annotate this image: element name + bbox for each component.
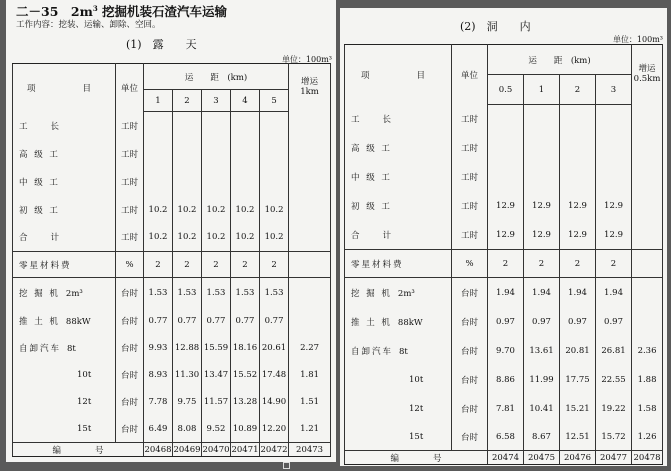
quota-table-tunnel — [344, 44, 663, 465]
row-unit: % — [116, 252, 144, 278]
cell-extra — [289, 112, 331, 140]
cell-extra — [289, 196, 331, 224]
code-number: 20472 — [260, 444, 288, 455]
cell-value: 10.2 — [173, 196, 202, 224]
cell-extra: 1.58 — [632, 395, 663, 424]
cell-value — [596, 105, 632, 134]
row-item-name: 中 级 工 — [351, 172, 392, 183]
cell-value: 1.53 — [260, 278, 289, 308]
cell-value: 0.97 — [524, 308, 560, 337]
row-unit: 台时 — [452, 424, 488, 451]
cell-value: 17.48 — [260, 362, 289, 389]
table-row — [345, 250, 663, 278]
cell-value: 2 — [231, 252, 260, 278]
cell-extra: 2.36 — [632, 337, 663, 366]
unit-label: 单位：100m³ — [281, 55, 332, 64]
table-row — [13, 252, 331, 278]
distance-head: 3 — [202, 90, 231, 112]
cell-value — [173, 112, 202, 140]
subtitle-tunnel: (2) 洞 内 — [460, 20, 531, 33]
header-row — [345, 45, 663, 75]
cell-extra — [632, 221, 663, 250]
cell-value: 11.57 — [202, 389, 231, 416]
cell-value: 10.2 — [231, 196, 260, 224]
col-header-unit: 单位 — [452, 45, 488, 105]
cell-value — [596, 163, 632, 191]
cell-extra: 1.81 — [289, 362, 331, 389]
row-item-name: 自卸汽车 — [19, 344, 62, 354]
table-row — [345, 424, 663, 451]
row-item-name: 高 级 工 — [351, 144, 392, 154]
cell-value: 12.9 — [560, 191, 596, 221]
row-item — [345, 278, 452, 308]
row-unit: 工时 — [452, 163, 488, 191]
col-header-unit: 单位 — [116, 64, 144, 112]
cell-value — [260, 168, 289, 196]
cell-value — [560, 105, 596, 134]
row-item-spec: 88kW — [65, 317, 91, 327]
cell-value: 0.77 — [202, 308, 231, 335]
row-item — [13, 196, 116, 224]
cell-value: 12.9 — [560, 221, 596, 250]
cell-value: 6.58 — [488, 424, 524, 451]
row-item — [13, 252, 116, 278]
cell-value — [488, 163, 524, 191]
row-item — [345, 337, 452, 366]
code-number: 20478 — [633, 452, 661, 463]
cell-value: 8.93 — [144, 362, 173, 389]
cell-value — [524, 134, 560, 163]
cell-value: 2 — [260, 252, 289, 278]
row-item-name: 初 级 工 — [19, 205, 60, 216]
col-header-extra: 增运 0.5km — [632, 45, 663, 105]
page-marker — [283, 462, 290, 469]
row-item-spec: 12t — [77, 397, 92, 407]
cell-value: 0.77 — [260, 308, 289, 335]
cell-value: 10.41 — [524, 395, 560, 424]
subtitle-open-air: (1) 露 天 — [126, 38, 197, 51]
cell-value: 26.81 — [596, 337, 632, 366]
table-row — [345, 395, 663, 424]
row-unit: 台时 — [452, 278, 488, 308]
cell-extra: 2.27 — [289, 335, 331, 362]
page-title: 二－35 $2m^3$ 挖掘机装石渣汽车运输 — [16, 3, 228, 19]
cell-value: 13.61 — [524, 337, 560, 366]
table-row — [345, 191, 663, 221]
cell-value: 10.2 — [260, 196, 289, 224]
table-row — [345, 337, 663, 366]
cell-value: 10.2 — [144, 224, 173, 252]
cell-value: 10.89 — [231, 416, 260, 443]
cell-value — [144, 168, 173, 196]
row-unit: 工时 — [452, 191, 488, 221]
cell-value: 2 — [173, 252, 202, 278]
row-item — [13, 224, 116, 252]
cell-value: 1.53 — [202, 278, 231, 308]
cell-value: 11.99 — [524, 366, 560, 395]
row-unit: 台时 — [452, 395, 488, 424]
row-item-name: 零星材料费 — [351, 259, 404, 270]
code-number: 20469 — [173, 444, 201, 455]
row-unit: % — [452, 250, 488, 278]
unit-label: 单位：100m³ — [612, 35, 663, 44]
row-unit: 工时 — [116, 168, 144, 196]
cell-extra — [289, 308, 331, 335]
table-row — [13, 335, 331, 362]
distance-head: 1 — [144, 90, 173, 112]
cell-value: 10.2 — [144, 196, 173, 224]
work-content: 工作内容：挖装、运输、卸除、空回。 — [16, 20, 161, 30]
row-item — [345, 366, 452, 395]
cell-value: 15.52 — [231, 362, 260, 389]
row-item — [345, 250, 452, 278]
cell-value: 12.9 — [596, 221, 632, 250]
cell-value: 0.97 — [560, 308, 596, 337]
table-row — [13, 196, 331, 224]
cell-value: 0.77 — [231, 308, 260, 335]
cell-value: 0.97 — [488, 308, 524, 337]
cell-value: 17.75 — [560, 366, 596, 395]
row-item — [13, 335, 116, 362]
row-item-spec: 15t — [409, 431, 424, 442]
cell-value: 12.20 — [260, 416, 289, 443]
table-row — [13, 112, 331, 140]
header-row — [13, 64, 331, 90]
code-row — [13, 443, 331, 457]
row-item — [345, 424, 452, 451]
cell-value: 10.2 — [202, 196, 231, 224]
cell-value: 15.72 — [596, 424, 632, 451]
cell-value: 12.9 — [488, 221, 524, 250]
cell-value — [560, 163, 596, 191]
row-unit: 工时 — [116, 196, 144, 224]
row-item — [13, 362, 116, 389]
table-row — [345, 221, 663, 250]
row-item — [345, 134, 452, 163]
row-unit: 台时 — [452, 308, 488, 337]
distance-head: 4 — [231, 90, 260, 112]
row-unit: 台时 — [116, 362, 144, 389]
row-item-spec: 8t — [399, 347, 408, 357]
table-row — [13, 416, 331, 443]
table-row — [13, 278, 331, 308]
cell-value — [202, 168, 231, 196]
cell-value — [524, 163, 560, 191]
cell-value — [260, 140, 289, 168]
row-item-name: 推 土 机 — [19, 317, 60, 327]
left-page — [6, 0, 336, 462]
cell-value: 12.9 — [596, 191, 632, 221]
row-item — [345, 105, 452, 134]
row-item — [13, 416, 116, 443]
table-row — [13, 224, 331, 252]
cell-value: 9.93 — [144, 335, 173, 362]
cell-value: 11.30 — [173, 362, 202, 389]
cell-value: 9.52 — [202, 416, 231, 443]
row-item — [345, 395, 452, 424]
cell-value: 1.53 — [231, 278, 260, 308]
row-item-spec: 88kW — [397, 318, 423, 328]
cell-value: 1.53 — [173, 278, 202, 308]
col-header-item: 项 目 — [13, 64, 116, 112]
row-unit: 工时 — [116, 140, 144, 168]
cell-value — [260, 112, 289, 140]
code-label: 编 号 — [13, 443, 144, 457]
row-item-spec: 10t — [409, 375, 424, 385]
col-header-extra: 增运 1km — [289, 64, 331, 112]
cell-extra: 1.21 — [289, 416, 331, 443]
row-item — [345, 221, 452, 250]
row-item — [13, 140, 116, 168]
code-label: 编 号 — [345, 451, 488, 465]
row-item-name: 工 长 — [351, 115, 394, 125]
cell-value — [231, 112, 260, 140]
distance-head: 2 — [173, 90, 202, 112]
cell-extra — [632, 134, 663, 163]
cell-value — [231, 140, 260, 168]
cell-extra: 1.26 — [632, 424, 663, 451]
cell-extra — [632, 308, 663, 337]
cell-value — [173, 140, 202, 168]
row-unit: 工时 — [116, 112, 144, 140]
cell-value: 10.2 — [231, 224, 260, 252]
cell-value: 20.81 — [560, 337, 596, 366]
cell-extra — [632, 163, 663, 191]
row-unit: 台时 — [116, 335, 144, 362]
code-number: 20474 — [488, 451, 524, 465]
cell-extra — [632, 191, 663, 221]
row-item — [13, 278, 116, 308]
cell-value: 7.78 — [144, 389, 173, 416]
row-item-name: 中 级 工 — [19, 177, 60, 188]
cell-value: 9.75 — [173, 389, 202, 416]
cell-value: 2 — [144, 252, 173, 278]
cell-value: 12.9 — [488, 191, 524, 221]
row-item-spec: 12t — [409, 404, 424, 414]
cell-extra — [632, 278, 663, 308]
row-unit: 工时 — [452, 221, 488, 250]
row-item-spec: 10t — [77, 370, 92, 380]
cell-value — [173, 168, 202, 196]
cell-value: 9.70 — [488, 337, 524, 366]
row-unit: 工时 — [452, 105, 488, 134]
cell-value: 8.67 — [524, 424, 560, 451]
code-number: 20475 — [524, 451, 560, 465]
cell-value: 13.28 — [231, 389, 260, 416]
cell-value: 2 — [596, 250, 632, 278]
cell-value: 6.49 — [144, 416, 173, 443]
table-row — [345, 105, 663, 134]
cell-extra — [632, 250, 663, 278]
row-unit: 台时 — [116, 389, 144, 416]
cell-value: 20.61 — [260, 335, 289, 362]
code-number: 20468 — [144, 444, 172, 455]
row-item-name: 挖 掘 机 — [19, 288, 60, 299]
cell-value: 1.94 — [560, 278, 596, 308]
code-number: 20471 — [231, 444, 259, 455]
table-row — [345, 278, 663, 308]
row-item — [345, 191, 452, 221]
cell-value: 15.59 — [202, 335, 231, 362]
table-row — [13, 362, 331, 389]
cell-value: 8.86 — [488, 366, 524, 395]
cell-value — [202, 140, 231, 168]
code-number: 20477 — [596, 451, 632, 465]
table-row — [13, 308, 331, 335]
row-unit: 台时 — [452, 366, 488, 395]
cell-extra — [289, 140, 331, 168]
code-row — [345, 451, 663, 465]
row-item-name: 挖 掘 机 — [351, 288, 392, 299]
row-unit: 台时 — [116, 308, 144, 335]
quota-table-open-air — [12, 63, 331, 457]
cell-extra — [632, 105, 663, 134]
cell-value — [144, 112, 173, 140]
cell-value: 18.16 — [231, 335, 260, 362]
row-item-name: 合 计 — [351, 230, 394, 241]
cell-value: 12.88 — [173, 335, 202, 362]
cell-value: 1.94 — [488, 278, 524, 308]
cell-extra — [289, 278, 331, 308]
table-row — [345, 163, 663, 191]
cell-value — [231, 168, 260, 196]
row-item — [345, 308, 452, 337]
table-row — [13, 140, 331, 168]
code-number: 20473 — [289, 443, 331, 457]
col-header-distance: 运 距 (km) — [144, 64, 289, 90]
cell-value: 8.08 — [173, 416, 202, 443]
row-item-name: 合 计 — [19, 233, 62, 244]
right-page — [340, 8, 667, 466]
cell-value: 2 — [488, 250, 524, 278]
row-item — [345, 163, 452, 191]
row-item — [13, 112, 116, 140]
cell-value: 13.47 — [202, 362, 231, 389]
cell-extra — [289, 168, 331, 196]
cell-value: 12.51 — [560, 424, 596, 451]
cell-extra: 1.51 — [289, 389, 331, 416]
cell-value: 12.9 — [524, 191, 560, 221]
cell-value: 10.2 — [173, 224, 202, 252]
cell-value: 14.90 — [260, 389, 289, 416]
cell-extra — [289, 252, 331, 278]
table-row — [345, 366, 663, 395]
row-unit: 台时 — [116, 416, 144, 443]
col-header-distance: 运 距 (km) — [488, 45, 632, 75]
cell-value — [488, 105, 524, 134]
row-unit: 工时 — [116, 224, 144, 252]
cell-extra — [289, 224, 331, 252]
cell-value: 0.97 — [596, 308, 632, 337]
cell-value: 2 — [524, 250, 560, 278]
distance-head: 0.5 — [488, 75, 524, 105]
distance-head: 3 — [596, 75, 632, 105]
code-number: 20476 — [560, 451, 596, 465]
cell-value — [202, 112, 231, 140]
row-unit: 工时 — [452, 134, 488, 163]
row-unit: 台时 — [452, 337, 488, 366]
table-row — [345, 308, 663, 337]
cell-value — [560, 134, 596, 163]
row-item-name: 推 土 机 — [351, 318, 392, 328]
row-item-name: 零星材料费 — [19, 260, 72, 271]
distance-head: 5 — [260, 90, 289, 112]
cell-value: 1.53 — [144, 278, 173, 308]
cell-value: 0.77 — [144, 308, 173, 335]
row-item — [13, 308, 116, 335]
cell-value — [488, 134, 524, 163]
row-item — [13, 168, 116, 196]
table-row — [345, 134, 663, 163]
cell-value: 22.55 — [596, 366, 632, 395]
cell-value: 10.2 — [202, 224, 231, 252]
row-item — [13, 389, 116, 416]
cell-value: 1.94 — [524, 278, 560, 308]
cell-value: 2 — [560, 250, 596, 278]
cell-value: 19.22 — [596, 395, 632, 424]
row-item-name: 工 长 — [19, 121, 62, 132]
col-header-item: 项 目 — [345, 45, 452, 105]
distance-head: 1 — [524, 75, 560, 105]
row-unit: 台时 — [116, 278, 144, 308]
row-item-spec: 8t — [67, 344, 76, 354]
cell-value: 15.21 — [560, 395, 596, 424]
cell-extra: 1.88 — [632, 366, 663, 395]
cell-value: 12.9 — [524, 221, 560, 250]
table-row — [13, 168, 331, 196]
cell-value: 0.77 — [173, 308, 202, 335]
row-item-spec: 15t — [77, 423, 92, 434]
cell-value: 1.94 — [596, 278, 632, 308]
code-number: 20470 — [202, 444, 230, 455]
cell-value: 7.81 — [488, 395, 524, 424]
cell-value — [596, 134, 632, 163]
cell-value: 2 — [202, 252, 231, 278]
row-item-spec: 2m³ — [397, 288, 415, 299]
cell-value — [144, 140, 173, 168]
table-row — [13, 389, 331, 416]
row-item-spec: 2m³ — [65, 288, 83, 299]
row-item-name: 自卸汽车 — [351, 347, 394, 357]
distance-head: 2 — [560, 75, 596, 105]
cell-value — [524, 105, 560, 134]
row-item-name: 高 级 工 — [19, 149, 60, 160]
cell-value: 10.2 — [260, 224, 289, 252]
row-item-name: 初 级 工 — [351, 201, 392, 212]
